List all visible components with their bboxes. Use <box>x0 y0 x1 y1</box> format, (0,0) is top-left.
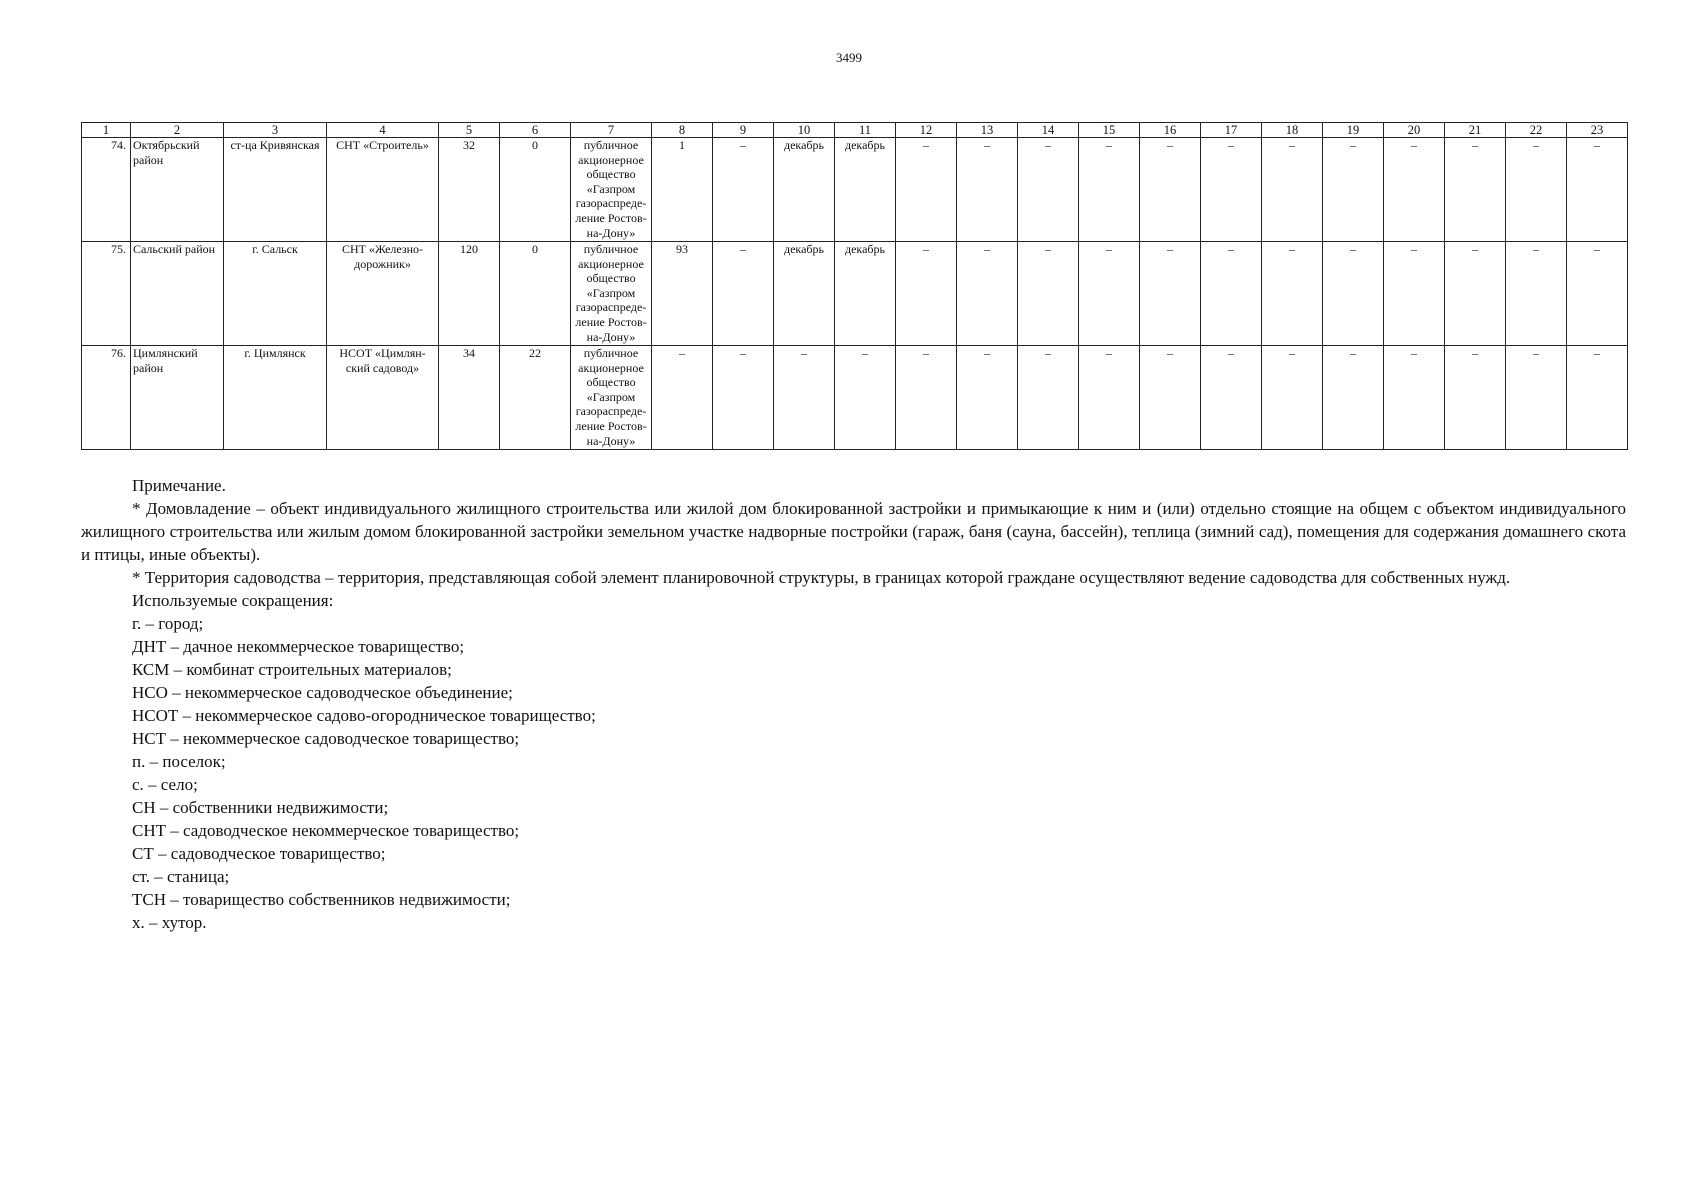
table-cell-col6: 0 <box>500 242 571 346</box>
table-cell-col13: – <box>957 242 1018 346</box>
header-cell-4: 4 <box>327 123 439 138</box>
gasification-table <box>81 122 1628 450</box>
header-cell-22: 22 <box>1506 123 1567 138</box>
table-cell-col6: 0 <box>500 138 571 242</box>
table-row <box>82 242 1628 346</box>
table-cell-col16: – <box>1140 242 1201 346</box>
table-row <box>82 346 1628 450</box>
table-cell-col11: – <box>835 346 896 450</box>
table-cell-col14: – <box>1018 346 1079 450</box>
table-cell-col22: – <box>1506 138 1567 242</box>
table-cell-col14: – <box>1018 242 1079 346</box>
table-cell-col9: – <box>713 138 774 242</box>
table-cell-col23: – <box>1567 138 1628 242</box>
table-cell-col20: – <box>1384 346 1445 450</box>
header-cell-18: 18 <box>1262 123 1323 138</box>
table-row <box>82 138 1628 242</box>
table-cell-col10: – <box>774 346 835 450</box>
table-cell-col15: – <box>1079 242 1140 346</box>
header-cell-5: 5 <box>439 123 500 138</box>
table-cell-col3: г. Цимлянск <box>224 346 327 450</box>
table-cell-col5: 32 <box>439 138 500 242</box>
table-cell-col19: – <box>1323 242 1384 346</box>
table-cell-col18: – <box>1262 346 1323 450</box>
table-cell-col20: – <box>1384 242 1445 346</box>
table-cell-col3: г. Сальск <box>224 242 327 346</box>
abbreviation-item: х. – хутор. <box>132 913 207 932</box>
notes-section <box>81 474 1626 934</box>
table-cell-col15: – <box>1079 138 1140 242</box>
abbreviations-title: Используемые сокращения: <box>132 591 334 610</box>
abbreviation-item: КСМ – комбинат строительных материалов; <box>132 660 452 679</box>
header-cell-16: 16 <box>1140 123 1201 138</box>
table-cell-col3: ст-ца Кривянская <box>224 138 327 242</box>
table-cell-col9: – <box>713 346 774 450</box>
header-cell-8: 8 <box>652 123 713 138</box>
table-cell-col18: – <box>1262 242 1323 346</box>
abbreviation-item: п. – поселок; <box>132 752 226 771</box>
note-gardening-territory: * Территория садоводства – территория, представляющая собой элемент планировочной структуры, в границах которой граждане осуществляют ведение садоводства для собственных нужд. <box>132 568 1511 587</box>
table-cell-col19: – <box>1323 346 1384 450</box>
table-cell-col19: – <box>1323 138 1384 242</box>
table-cell-col23: – <box>1567 242 1628 346</box>
abbreviation-item: ТСН – товарищество собственников недвижимости; <box>132 890 511 909</box>
table-cell-col4: НСОТ «Цимлян-ский садовод» <box>327 346 439 450</box>
table-cell-col17: – <box>1201 138 1262 242</box>
table-cell-col15: – <box>1079 346 1140 450</box>
header-cell-11: 11 <box>835 123 896 138</box>
header-cell-13: 13 <box>957 123 1018 138</box>
header-cell-15: 15 <box>1079 123 1140 138</box>
table-cell-col13: – <box>957 138 1018 242</box>
table-cell-col2: Сальский район <box>131 242 224 346</box>
header-cell-3: 3 <box>224 123 327 138</box>
abbreviation-item: ст. – станица; <box>132 867 230 886</box>
table-cell-col21: – <box>1445 346 1506 450</box>
header-cell-17: 17 <box>1201 123 1262 138</box>
table-cell-col1: 74. <box>82 138 131 242</box>
table-cell-col7: публичное акционерное общество «Газпром газораспреде-ление Ростов-на-Дону» <box>571 242 652 346</box>
table-cell-col8: 1 <box>652 138 713 242</box>
table-cell-col16: – <box>1140 346 1201 450</box>
table-cell-col8: 93 <box>652 242 713 346</box>
abbreviation-item: СТ – садоводческое товарищество; <box>132 844 386 863</box>
abbreviation-item: НСОТ – некоммерческое садово-огородническое товарищество; <box>132 706 596 725</box>
table-cell-col2: Цимлянский район <box>131 346 224 450</box>
table-cell-col12: – <box>896 242 957 346</box>
abbreviation-item: НСО – некоммерческое садоводческое объединение; <box>132 683 513 702</box>
table-cell-col18: – <box>1262 138 1323 242</box>
table-cell-col22: – <box>1506 346 1567 450</box>
header-cell-19: 19 <box>1323 123 1384 138</box>
table-cell-col10: декабрь <box>774 242 835 346</box>
table-cell-col21: – <box>1445 242 1506 346</box>
table-cell-col7: публичное акционерное общество «Газпром газораспреде-ление Ростов-на-Дону» <box>571 346 652 450</box>
table-cell-col4: СНТ «Строитель» <box>327 138 439 242</box>
abbreviation-item: СНТ – садоводческое некоммерческое товарищество; <box>132 821 520 840</box>
header-cell-23: 23 <box>1567 123 1628 138</box>
table-cell-col23: – <box>1567 346 1628 450</box>
header-cell-20: 20 <box>1384 123 1445 138</box>
abbreviation-item: НСТ – некоммерческое садоводческое товарищество; <box>132 729 520 748</box>
table-cell-col17: – <box>1201 346 1262 450</box>
header-cell-9: 9 <box>713 123 774 138</box>
header-cell-2: 2 <box>131 123 224 138</box>
header-cell-6: 6 <box>500 123 571 138</box>
abbreviation-item: СН – собственники недвижимости; <box>132 798 389 817</box>
table-cell-col10: декабрь <box>774 138 835 242</box>
table-cell-col17: – <box>1201 242 1262 346</box>
table-cell-col9: – <box>713 242 774 346</box>
table-cell-col8: – <box>652 346 713 450</box>
table-cell-col1: 76. <box>82 346 131 450</box>
table-cell-col2: Октябрьский район <box>131 138 224 242</box>
abbreviation-item: г. – город; <box>132 614 204 633</box>
page-number: 3499 <box>836 50 862 65</box>
table-cell-col16: – <box>1140 138 1201 242</box>
table-cell-col11: декабрь <box>835 138 896 242</box>
table-cell-col22: – <box>1506 242 1567 346</box>
table-cell-col11: декабрь <box>835 242 896 346</box>
table-cell-col7: публичное акционерное общество «Газпром газораспреде-ление Ростов-на-Дону» <box>571 138 652 242</box>
header-cell-10: 10 <box>774 123 835 138</box>
table-cell-col5: 120 <box>439 242 500 346</box>
table-cell-col5: 34 <box>439 346 500 450</box>
table-cell-col12: – <box>896 138 957 242</box>
abbreviations-list <box>81 612 1626 934</box>
table-cell-col4: СНТ «Железно-дорожник» <box>327 242 439 346</box>
header-cell-14: 14 <box>1018 123 1079 138</box>
table-cell-col1: 75. <box>82 242 131 346</box>
table-header-row <box>82 123 1628 138</box>
header-cell-12: 12 <box>896 123 957 138</box>
header-cell-7: 7 <box>571 123 652 138</box>
abbreviation-item: ДНТ – дачное некоммерческое товарищество; <box>132 637 465 656</box>
table-cell-col14: – <box>1018 138 1079 242</box>
table-cell-col12: – <box>896 346 957 450</box>
header-cell-21: 21 <box>1445 123 1506 138</box>
table-cell-col13: – <box>957 346 1018 450</box>
table-cell-col21: – <box>1445 138 1506 242</box>
table-cell-col20: – <box>1384 138 1445 242</box>
notes-title: Примечание. <box>132 476 226 495</box>
abbreviation-item: с. – село; <box>132 775 198 794</box>
header-cell-1: 1 <box>82 123 131 138</box>
note-household: * Домовладение – объект индивидуального жилищного строительства или жилой дом блокированной застройки и примыкающие к ним и (или) отдельно стоящие на общем с объектом индивидуального жилищного строительства или жилым домом блокированной застройки земельном участке надворные постройки (гараж, баня (сауна, бассейн), теплица (зимний сад), помещения для содержания домашнего скота и птицы, иные объекты). <box>81 499 1626 564</box>
table-cell-col6: 22 <box>500 346 571 450</box>
